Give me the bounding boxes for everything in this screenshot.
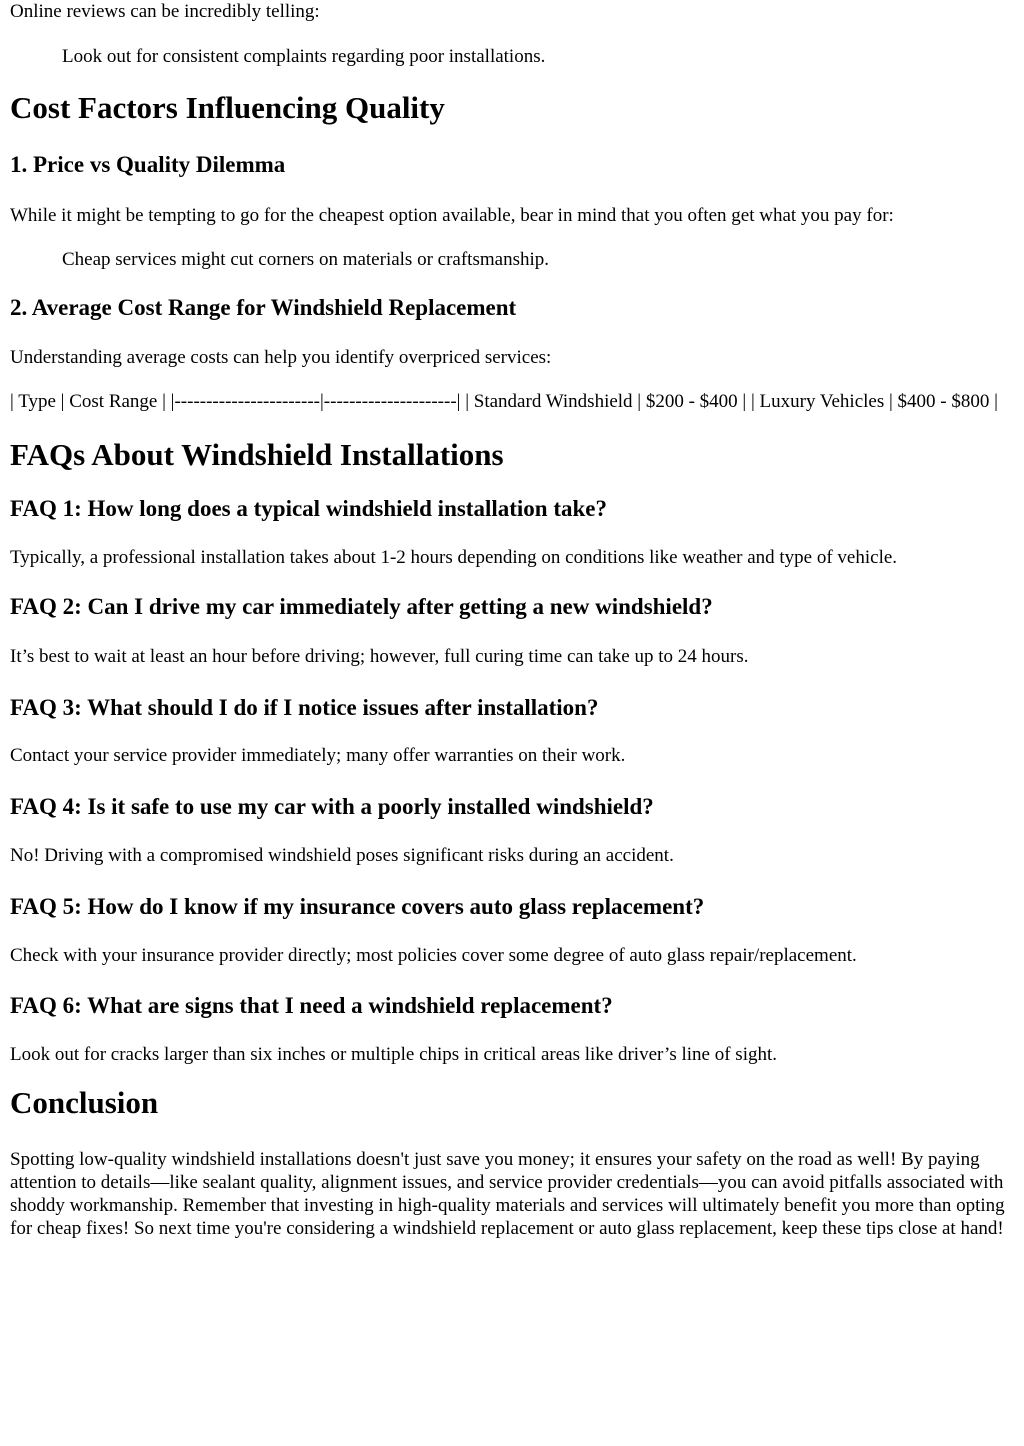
cost-table-text: | Type | Cost Range | |-----------------------|---------------------| | Standard Windshield | $200 - $400 | | Luxury Vehicles | $400 - $800 | (10, 391, 998, 412)
conclusion-text: Spotting low-quality windshield installations doesn't just save you money; it ensures your safety on the road as well! By paying attention to details—like sealant quality, alignment issues, and service provider credentials—you can avoid pitfalls associated with shoddy workmanship. Remember that investing in high-quality materials and services will ultimately benefit you more than opting for cheap fixes! So next time you're considering a windshield replacement or auto glass replacement, keep these tips close at hand! (10, 1149, 1005, 1239)
faq-answer-4: No! Driving with a compromised windshield poses significant risks during an accident. (10, 845, 674, 866)
faq-answer-5: Check with your insurance provider directly; most policies cover some degree of auto glass repair/replacement. (10, 945, 857, 966)
conclusion-heading: Conclusion (10, 1085, 159, 1120)
intro-quote: Look out for consistent complaints regarding poor installations. (62, 46, 546, 67)
average-cost-heading: 2. Average Cost Range for Windshield Replacement (10, 295, 517, 320)
price-quality-quote: Cheap services might cut corners on materials or craftsmanship. (62, 249, 549, 270)
intro-text: Online reviews can be incredibly telling: (10, 1, 320, 22)
faq-answer-6: Look out for cracks larger than six inches or multiple chips in critical areas like driver’s line of sight. (10, 1044, 777, 1065)
faq-answer-1: Typically, a professional installation takes about 1-2 hours depending on conditions like weather and type of vehicle. (10, 547, 898, 568)
average-cost-text: Understanding average costs can help you identify overpriced services: (10, 347, 552, 368)
cost-section-heading: Cost Factors Influencing Quality (10, 90, 445, 125)
faq-section-heading: FAQs About Windshield Installations (10, 437, 504, 472)
faq-question-1: FAQ 1: How long does a typical windshield installation take? (10, 496, 608, 521)
faq-question-4: FAQ 4: Is it safe to use my car with a poorly installed windshield? (10, 794, 654, 819)
price-quality-text: While it might be tempting to go for the cheapest option available, bear in mind that you often get what you pay for: (10, 205, 894, 226)
faq-question-5: FAQ 5: How do I know if my insurance covers auto glass replacement? (10, 894, 705, 919)
price-quality-heading: 1. Price vs Quality Dilemma (10, 152, 286, 177)
faq-answer-2: It’s best to wait at least an hour before driving; however, full curing time can take up to 24 hours. (10, 646, 749, 667)
faq-answer-3: Contact your service provider immediately; many offer warranties on their work. (10, 745, 626, 766)
faq-question-3: FAQ 3: What should I do if I notice issues after installation? (10, 695, 599, 720)
faq-question-6: FAQ 6: What are signs that I need a windshield replacement? (10, 993, 613, 1018)
faq-question-2: FAQ 2: Can I drive my car immediately after getting a new windshield? (10, 594, 713, 619)
